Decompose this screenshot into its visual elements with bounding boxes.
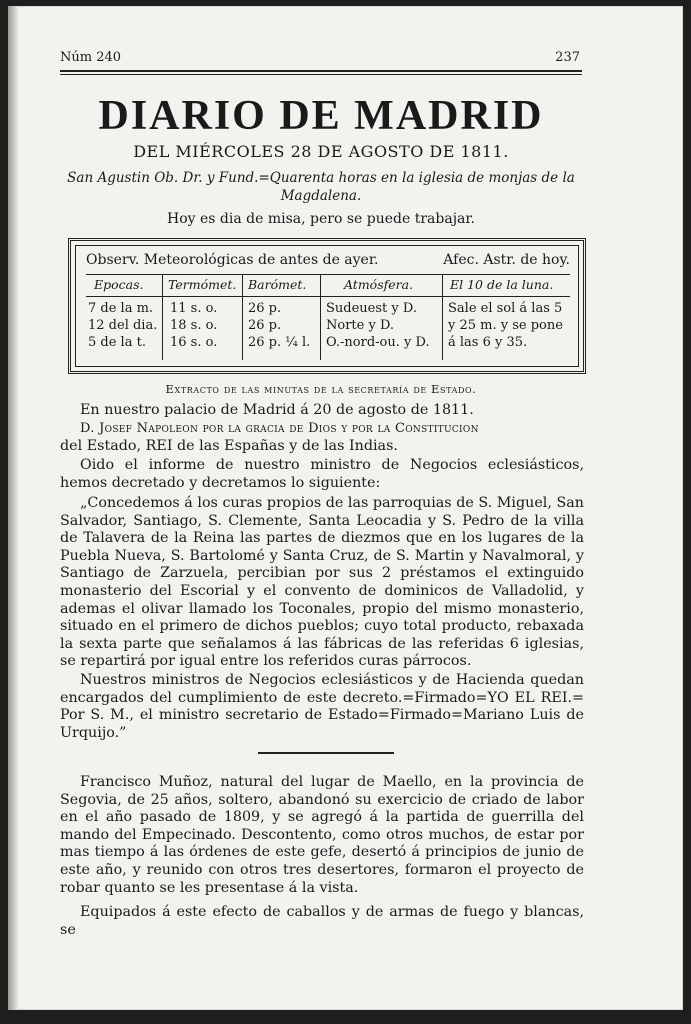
masthead-rule [60, 70, 582, 75]
termometro-cell: 18 s. o. [170, 318, 218, 333]
atmosfera-cell: Sudeuest y D. [326, 301, 417, 316]
meteo-title: Observ. Meteorológicas de antes de ayer. [86, 252, 379, 268]
atmosfera-cell: O.-nord-ou. y D. [326, 335, 430, 350]
col-head-barometro: Barómet. [248, 277, 307, 292]
newspaper-title: DIARIO DE MADRID [98, 93, 544, 139]
decree-paragraph: Nuestros ministros de Negocios eclesiásticos y de Hacienda quedan encargados del cumplimiento de este decreto.=Firmado=YO EL REI.= Por S. M., el ministro secretario de Estado=Firmado=Mariano Luis de Urquijo.” [60, 672, 584, 741]
epocas-cell: 5 de la t. [88, 335, 146, 350]
col-head-atmosfera: Atmósfera. [344, 277, 414, 292]
meteo-rule [86, 296, 570, 297]
decree-paragraph: „Concedemos á los curas propios de las parroquias de S. Miguel, San Salvador, Santiago, S. Clemente, Santa Leocadia y S. Pedro de la villa de Talavera de la Reina las partes de diezmos que en los lugares de la Puebla Nueva, S. Bartolomé y Santa Cruz, de S. Martin y Navalmoral, y Santiago de Zarzuela, percibian por sus 2 préstamos el extinguido monasterio del Escorial y el convento de dominicos de Valladolid, y ademas el olivar llamado los Toconales, propio del mismo monasterio, situado en el primero de dichos pueblos; cuyo total producto, rebaxada la sexta parte que señalamos á las fábricas de las referidas 6 iglesias, se repartirá por igual entre los referidos curas párrocos. [60, 495, 584, 670]
atmosfera-cell: Norte y D. [326, 318, 395, 333]
luna-cell: Sale el sol á las 5 [448, 301, 563, 316]
col-head-epocas: Epocas. [94, 277, 144, 292]
meteo-rule [86, 274, 570, 275]
mass-note: Hoy es dia de misa, pero se puede trabajar. [167, 211, 475, 227]
dateline: DEL MIÉRCOLES 28 DE AGOSTO DE 1811. [133, 142, 509, 161]
news-paragraph: Francisco Muñoz, natural del lugar de Maello, en la provincia de Segovia, de 25 años, soltero, abandonó su exercicio de criado de labor en el año pasado de 1809, y se agregó á la partida de guerrilla del mando del Empecinado. Descontento, como otros muchos, de estar por mas tiempo á las órdenes de este gefe, desertó á principios de junio de este año, y reunido con otros tres desertores, formaron el proyecto de robar quanto se les presentase á la vista. [60, 774, 584, 896]
astro-title: Afec. Astr. de hoy. [443, 252, 570, 268]
page-binding-edge [8, 6, 18, 1010]
section-divider [258, 752, 394, 754]
section-heading: Extracto de las minutas de la secretaría de Estado. [165, 382, 477, 396]
luna-cell: á las 6 y 35. [448, 335, 528, 350]
luna-cell: y 25 m. y se pone [448, 318, 563, 333]
king-title: del Estado, REI de las Españas y de las Indias. [60, 438, 398, 454]
epocas-cell: 7 de la m. [88, 301, 154, 316]
column-divider [320, 274, 321, 360]
column-divider [162, 274, 163, 360]
epocas-cell: 12 del dia. [88, 318, 158, 333]
column-divider [442, 274, 443, 360]
barometro-cell: 26 p. [248, 318, 282, 333]
saints-of-the-day: San Agustin Ob. Dr. y Fund.=Quarenta horas en la iglesia de monjas de la Magdalena. [67, 170, 575, 204]
newspaper-page [8, 6, 683, 1010]
news-paragraph: Equipados á este efecto de caballos y de armas de fuego y blancas, se [60, 904, 584, 938]
place-date-line: En nuestro palacio de Madrid á 20 de agosto de 1811. [80, 402, 474, 418]
column-divider [242, 274, 243, 360]
meteorological-table [68, 238, 586, 374]
meteo-table-frame [75, 245, 579, 367]
barometro-cell: 26 p. [248, 301, 282, 316]
termometro-cell: 16 s. o. [170, 335, 218, 350]
col-head-luna: El 10 de la luna. [450, 277, 554, 292]
king-intro: D. Josef Napoleon por la gracia de Dios y por la Constitucion [80, 421, 479, 436]
masthead-numbers [60, 50, 580, 65]
page-number: 237 [555, 50, 580, 65]
col-head-termometro: Termómet. [168, 277, 237, 292]
issue-number: Núm 240 [60, 50, 122, 65]
decree-paragraph: Oido el informe de nuestro ministro de Negocios eclesiásticos, hemos decretado y decretamos lo siguiente: [60, 457, 584, 491]
termometro-cell: 11 s. o. [170, 301, 218, 316]
barometro-cell: 26 p. ¼ l. [248, 335, 311, 350]
